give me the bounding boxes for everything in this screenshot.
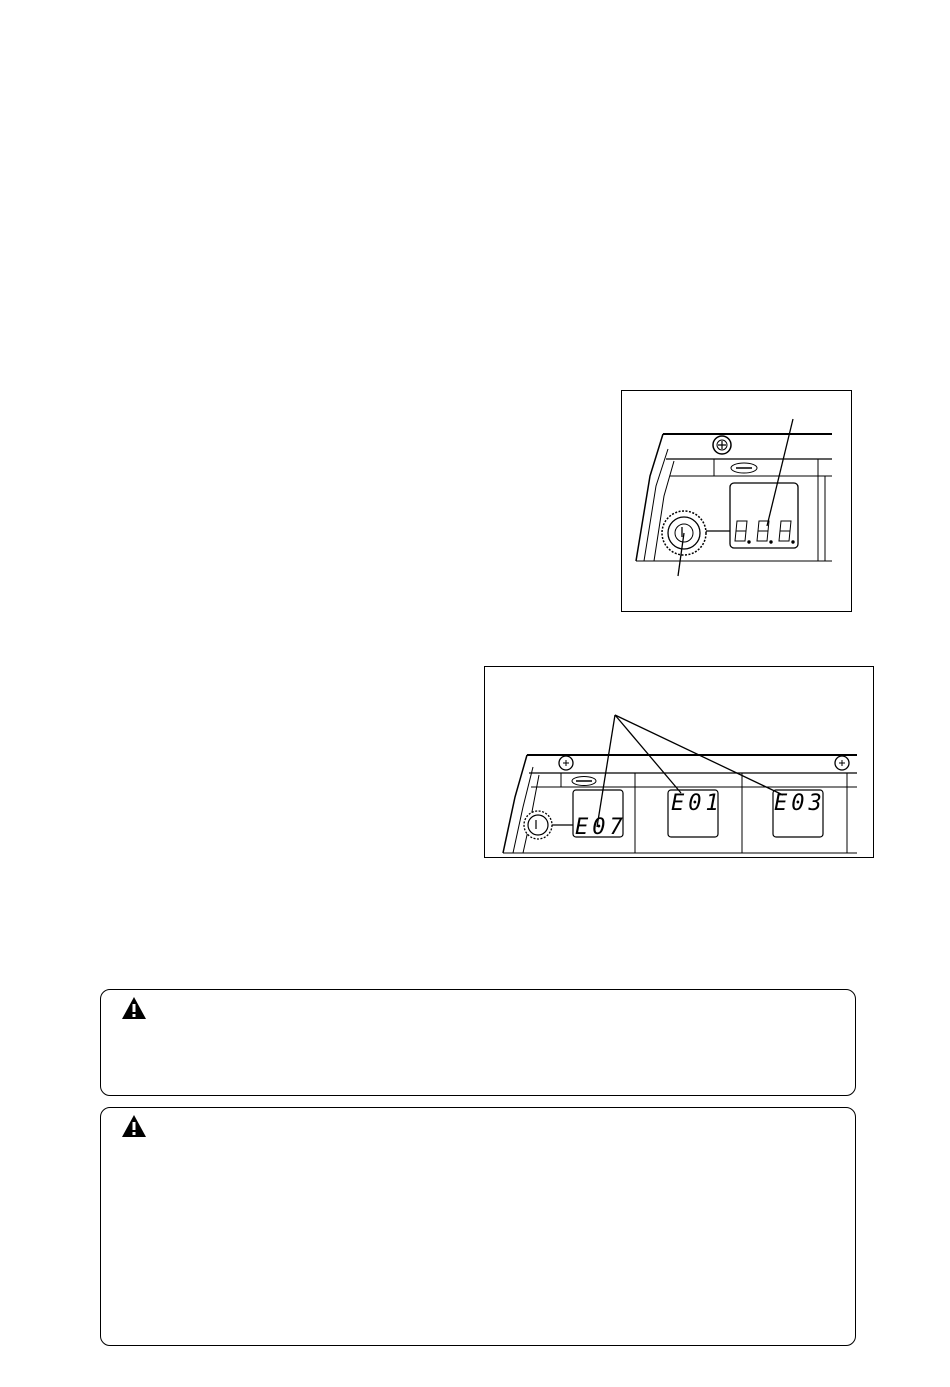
figure-control-panel: [621, 390, 852, 612]
warning-box-2: [100, 1107, 856, 1346]
brand-logo-icon: [731, 463, 757, 473]
screw-icon: [835, 756, 849, 770]
screw-icon: [713, 436, 731, 454]
error-displays-drawing: [485, 667, 875, 859]
screw-icon: [559, 756, 573, 770]
warning-triangle-icon: [121, 996, 147, 1020]
error-code-3: E03: [774, 791, 826, 816]
error-code-1: E07: [575, 815, 627, 840]
display-window: [730, 483, 798, 548]
error-code-2: E01: [671, 791, 723, 816]
warning-box-1: [100, 989, 856, 1096]
figure-error-displays: [484, 666, 874, 858]
warning-triangle-icon: [121, 1114, 147, 1138]
power-knob-icon: [524, 811, 552, 839]
brand-logo-icon: [572, 777, 596, 786]
control-panel-drawing: [622, 391, 853, 613]
